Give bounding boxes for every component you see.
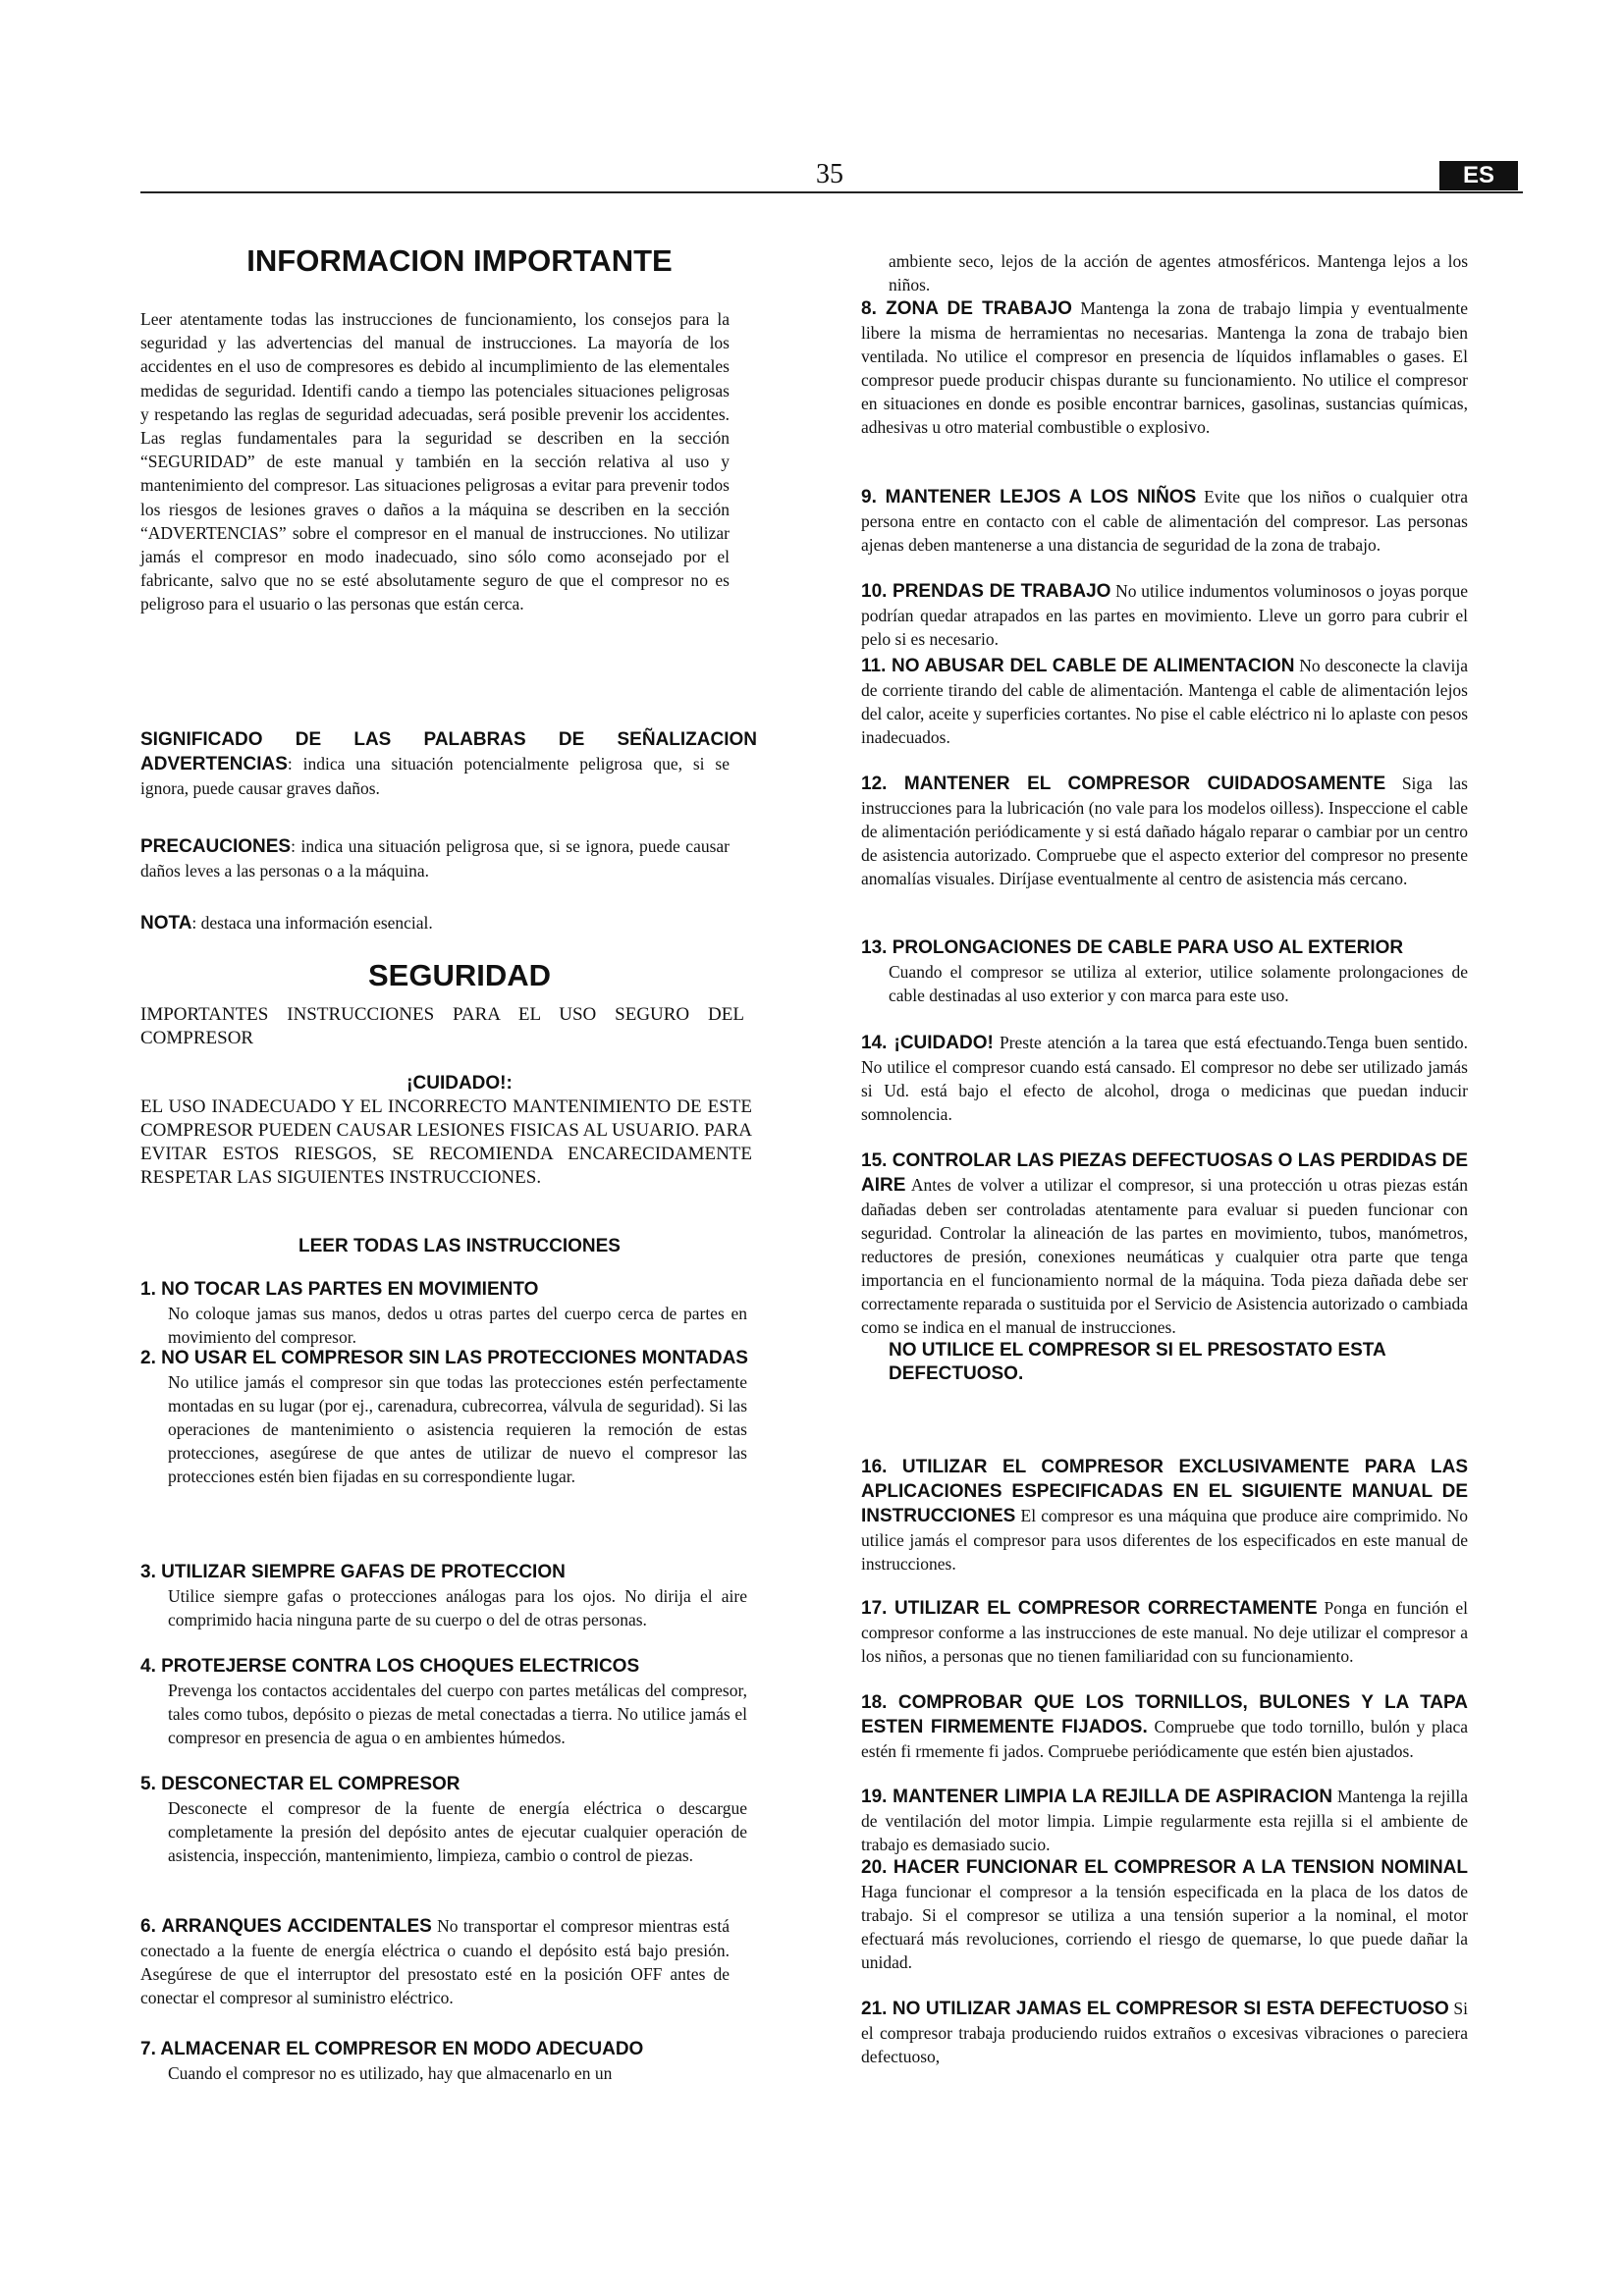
item-heading: 15. CONTROLAR LAS PIEZAS DEFECTUOSAS O LAS PERDIDAS DE AIRE: [861, 1150, 1468, 1196]
item-text: Prevenga los contactos accidentales del cuerpo con partes metálicas del compresor, tales como tubos, depósito o piezas de metal conectadas a tierra. No utilice jamás el compresor en presencia de agua o en ambientes húmedos.: [168, 1681, 747, 1747]
item-text: No utilice jamás el compresor sin que todas las protecciones estén perfectamente montadas en su lugar (por ej., carenadura, cubrecorrea, válvula de seguridad). Si las operaciones de mantenimiento o asistencia requieren la remoción de estas protecciones, asegúrese de que antes de utilizar de nuevo el compresor las protecciones estén bien fijadas en su correspondiente lugar.: [168, 1372, 747, 1486]
item-20: [861, 1855, 1468, 1974]
advertencias-def: [140, 752, 730, 800]
item-12: [861, 772, 1468, 890]
item-text: Mantenga la zona de trabajo limpia y eventualmente libere la misma de herramientas no necesarias. Mantenga la zona de trabajo bien ventilada. No utilice el compresor en presencia de líquidos inflamables o gases. El compresor puede producir chispas durante su funcionamiento. No utilice el compresor en situaciones en donde es posible encontrar barnices, gasolinas, sustancias químicas, adhesivas u otro material combustible o explosivo.: [861, 298, 1468, 437]
item-text: Utilice siempre gafas o protecciones análogas para los ojos. No dirija el aire comprimido hacia ninguna parte de su cuerpo o del de otras personas.: [168, 1586, 747, 1629]
item-16: [861, 1455, 1468, 1575]
item-heading: 14. ¡CUIDADO!: [861, 1033, 994, 1053]
item-text: Compruebe que todo tornillo, bulón y placa estén fi rmemente fi jados. Compruebe periódicamente que estén bien ajustados.: [861, 1717, 1469, 1761]
item-text: No coloque jamas sus manos, dedos u otras partes del cuerpo cerca de partes en movimiento del compresor.: [168, 1304, 747, 1347]
cuidado-text: EL USO INADECUADO Y EL INCORRECTO MANTENIMIENTO DE ESTE COMPRESOR PUEDEN CAUSAR LESIONES FISICAS AL USUARIO. PARA EVITAR ESTOS RIESGOS, SE RECOMIENDA ENCARECIDAMENTE RESPETAR LAS SIGUIENTES INSTRUCCIONES.: [140, 1096, 752, 1188]
item-10: [861, 579, 1468, 651]
nota-text: : destaca una información esencial.: [191, 913, 433, 933]
item-heading: 16. UTILIZAR EL COMPRESOR EXCLUSIVAMENTE PARA LAS APLICACIONES ESPECIFICADAS EN EL SIGUIENTE MANUAL DE INSTRUCCIONES: [861, 1457, 1468, 1526]
item-6: [140, 1914, 730, 2009]
item-15-body: [861, 1148, 1468, 1339]
item-heading: 17. UTILIZAR EL COMPRESOR CORRECTAMENTE: [861, 1598, 1318, 1619]
item-text: No utilice indumentos voluminosos o joyas porque podrían quedar atrapados en las partes en movimiento. Lleve un gorro para cubrir el pelo si es necesario.: [861, 581, 1468, 649]
language-badge: ES: [1439, 161, 1518, 190]
item-heading: 13. PROLONGACIONES DE CABLE PARA USO AL EXTERIOR: [861, 937, 1404, 958]
item-1: [140, 1278, 779, 1349]
item-21: [861, 1997, 1468, 2068]
advertencias-text: : indica una situación potencialmente peligrosa que, si se ignora, puede causar graves daños.: [140, 754, 730, 798]
header-rule: [140, 191, 1523, 193]
item-3: [140, 1561, 779, 1631]
continued-text: ambiente seco, lejos de la acción de agentes atmosféricos. Mantenga lejos a los niños.: [889, 251, 1468, 294]
item-heading: 3. UTILIZAR SIEMPRE GAFAS DE PROTECCION: [140, 1562, 566, 1582]
item-8: [861, 296, 1468, 439]
nota-term: NOTA: [140, 913, 192, 934]
item-text: Haga funcionar el compresor a la tensión especificada en la placa de los datos de trabajo. Si el compresor se utiliza a una tensión superior a la nominal, el motor efectuará más revoluciones, corriendo el riesgo de quemarse, lo que puede dañar la unidad.: [861, 1882, 1468, 1972]
item-heading: 4. PROTEJERSE CONTRA LOS CHOQUES ELECTRICOS: [140, 1656, 640, 1677]
item-text: Evite que los niños o cualquier otra persona entre en contacto con el cable de alimentación del compresor. Las personas ajenas deben mantenerse a una distancia de seguridad de la zona de trabajo.: [861, 487, 1468, 555]
item-7: [140, 2038, 779, 2085]
item-heading: 10. PRENDAS DE TRABAJO: [861, 581, 1111, 602]
item-11: [861, 654, 1468, 749]
item-18: [861, 1690, 1468, 1763]
item-heading: 1. NO TOCAR LAS PARTES EN MOVIMIENTO: [140, 1279, 539, 1300]
precauciones-text: : indica una situación peligrosa que, si se ignora, puede causar daños leves a las personas o a la máquina.: [140, 836, 730, 881]
item-heading: 6. ARRANQUES ACCIDENTALES: [140, 1916, 432, 1937]
item-heading: 9. MANTENER LEJOS A LOS NIÑOS: [861, 487, 1197, 507]
item-text: Cuando el compresor se utiliza al exterior, utilice solamente prolongaciones de cable destinadas al uso exterior y con marca para este uso.: [889, 962, 1468, 1005]
item-tail: NO UTILICE EL COMPRESOR SI EL PRESOSTATO ESTA DEFECTUOSO.: [889, 1340, 1386, 1384]
item-heading: 21. NO UTILIZAR JAMAS EL COMPRESOR SI ESTA DEFECTUOSO: [861, 1999, 1449, 2019]
item-text: No desconecte la clavija de corriente tirando del cable de alimentación. Mantenga el cable de alimentación lejos del calor, aceite y superficies cortantes. No pise el cable eléctrico ni lo aplaste con pesos inadecuados.: [861, 656, 1468, 747]
item-heading: 20. HACER FUNCIONAR EL COMPRESOR A LA TENSION NOMINAL: [861, 1857, 1468, 1878]
item-heading: 19. MANTENER LIMPIA LA REJILLA DE ASPIRACION: [861, 1787, 1333, 1807]
item-6-body: [140, 1914, 730, 2009]
item-heading: 18. COMPROBAR QUE LOS TORNILLOS, BULONES Y LA TAPA ESTEN FIRMEMENTE FIJADOS.: [861, 1692, 1468, 1737]
item-heading: 7. ALMACENAR EL COMPRESOR EN MODO ADECUADO: [140, 2039, 644, 2059]
item-text: Antes de volver a utilizar el compresor, si una protección u otras piezas están dañadas deben ser controladas atentamente para evaluar si pueden funcionar con seguridad. Controlar la alineación de las partes en movimiento, tubos, manómetros, reductores de presión, conexiones neumáticas y cualquier otra parte que tenga importancia en el funcionamiento normal de la máquina. Toda pieza dañada debe ser correctamente reparada o sustituida por el Servicio de Asistencia autorizado o cambiada como se indica en el manual de instrucciones.: [861, 1175, 1468, 1337]
item-text: Si el compresor trabaja produciendo ruidos extraños o excesivas vibraciones o pareciera defectuoso,: [861, 1999, 1468, 2066]
item-text: Ponga en función el compresor conforme a las instrucciones de este manual. No deje utilizar el compresor a los niños, a personas que no tienen familiaridad con su funcionamiento.: [861, 1598, 1468, 1666]
item-heading: 5. DESCONECTAR EL COMPRESOR: [140, 1774, 460, 1794]
item-4: [140, 1655, 779, 1749]
cuidado-title: ¡CUIDADO!:: [406, 1073, 513, 1094]
item-15: [861, 1148, 1489, 1386]
page-number: 35: [816, 159, 843, 189]
leer-instrucciones: LEER TODAS LAS INSTRUCCIONES: [298, 1236, 621, 1256]
item-text: El compresor es una máquina que produce aire comprimido. No utilice jamás el compresor para usos diferentes de los especificados en este manual de instrucciones.: [861, 1506, 1468, 1574]
item-2: [140, 1347, 779, 1488]
item-heading: 11. NO ABUSAR DEL CABLE DE ALIMENTACION: [861, 656, 1295, 676]
item-heading: 12. MANTENER EL COMPRESOR CUIDADOSAMENTE: [861, 774, 1386, 794]
precauciones-def: [140, 834, 730, 882]
signif-title: SIGNIFICADO DE LAS PALABRAS DE SEÑALIZACION: [140, 729, 757, 750]
item-text: No transportar el compresor mientras está conectado a la fuente de energía eléctrica o cuando el depósito está bajo presión. Asegúrese de que el interruptor del presostato esté en la posición OFF antes de conectar el compresor al suministro eléctrico.: [140, 1916, 730, 2007]
seguridad-subtitle: IMPORTANTES INSTRUCCIONES PARA EL USO SEGURO DEL COMPRESOR: [140, 1004, 744, 1048]
item-text: Mantenga la rejilla de ventilación del motor limpia. Limpie regularmente esta rejilla si el ambiente de trabajo es demasiado sucio.: [861, 1787, 1468, 1854]
item-19: [861, 1785, 1468, 1856]
precauciones-term: PRECAUCIONES: [140, 836, 292, 857]
advertencias-term: ADVERTENCIAS: [140, 754, 288, 774]
item-text: Cuando el compresor no es utilizado, hay que almacenarlo en un: [168, 2063, 613, 2083]
item-17: [861, 1596, 1468, 1668]
item-heading: 2. NO USAR EL COMPRESOR SIN LAS PROTECCIONES MONTADAS: [140, 1348, 748, 1368]
item-text: Desconecte el compresor de la fuente de energía eléctrica o descargue completamente la presión del depósito antes de ejecutar cualquier operación de asistencia, inspección, mantenimiento, limpieza, cambio o control de piezas.: [168, 1798, 747, 1865]
item-text: Siga las instrucciones para la lubricación (no vale para los modelos oilless). Inspeccione el cable de alimentación periódicamente y si está dañado hágalo reparar o cambiar por un centro de asistencia autorizado. Compruebe que el aspecto exterior del compresor no presente anomalías visuales. Diríjase eventualmente al centro de asistencia más cercano.: [861, 774, 1468, 888]
item-text: Preste atención a la tarea que está efectuando.Tenga buen sentido. No utilice el compresor cuando está cansado. El compresor no debe ser utilizado jamás si Ud. está bajo el efecto de alcohol, droga o medicinas que puedan inducir somnolencia.: [861, 1033, 1468, 1124]
item-9: [861, 485, 1468, 557]
item-13: [861, 936, 1489, 1007]
item-14: [861, 1031, 1468, 1126]
seguridad-title: SEGURIDAD: [367, 958, 551, 992]
intro-paragraph: Leer atentamente todas las instrucciones de funcionamiento, los consejos para la seguridad y las advertencias del manual de instrucciones. La mayoría de los accidentes en el uso de compresores es debido al incumplimiento de las elementales medidas de seguridad. Identifi cando a tiempo las potenciales situaciones peligrosas y respetando las reglas de seguridad adecuadas, será posible prevenir los accidentes. Las reglas fundamentales para la seguridad se describen en la sección “SEGURIDAD” de este manual y también en la sección relativa al uso y mantenimiento del compresor. Las situaciones peligrosas a evitar para prevenir todos los riesgos de lesiones graves o daños a la máquina se describen en la sección “ADVERTENCIAS” sobre el compresor en el manual de instrucciones. No utilizar jamás el compresor en modo inadecuado, sino sólo como aconsejado por el fabricante, salvo que no se esté absolutamente seguro de que el compresor no es peligroso para el usuario o las personas que están cerca.: [140, 309, 730, 614]
item-5: [140, 1773, 779, 1867]
item-heading: 8. ZONA DE TRABAJO: [861, 298, 1072, 319]
info-title: INFORMACION IMPORTANTE: [246, 243, 673, 278]
nota-def: [140, 911, 730, 935]
